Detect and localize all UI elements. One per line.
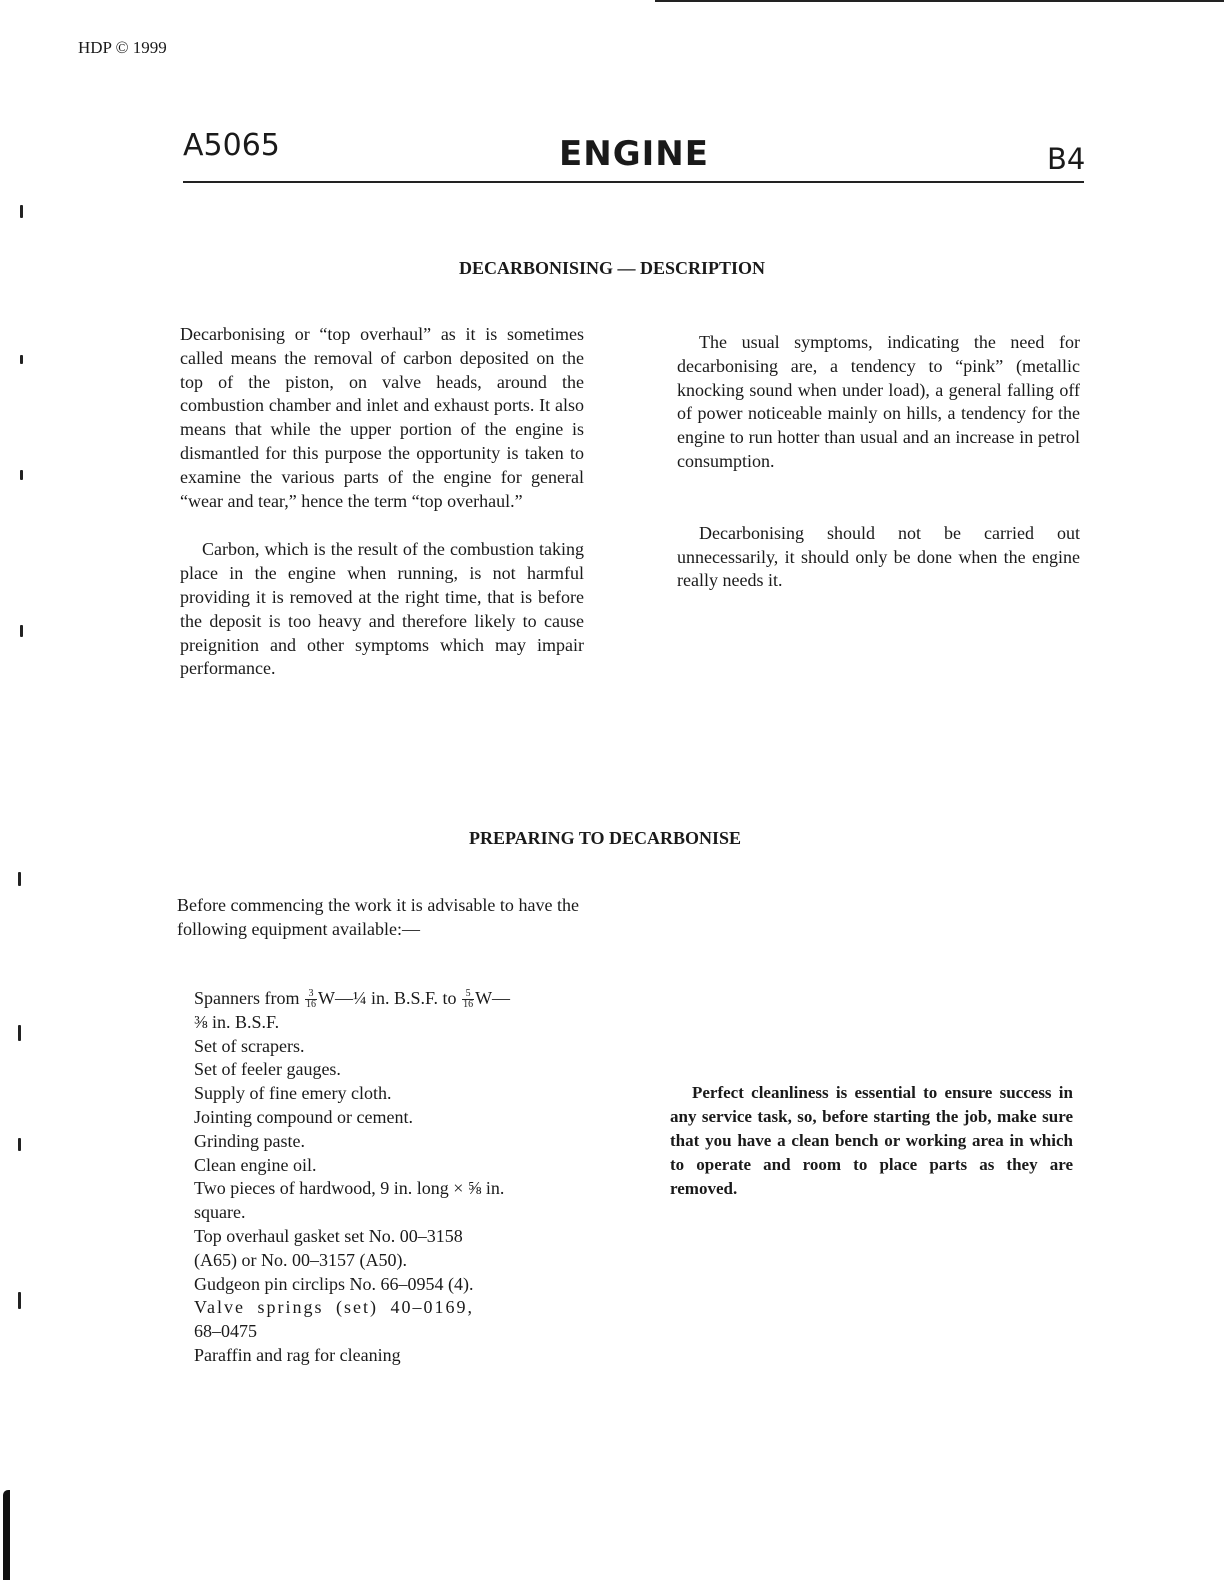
cleanliness-note — [670, 1081, 1073, 1201]
paragraph-intro: Before commencing the work it is advisable to have the following equipment available:— — [177, 895, 579, 939]
binding-mark — [20, 470, 23, 480]
list-item: Two pieces of hardwood, 9 in. long × ⅝ in. — [194, 1178, 505, 1199]
list-item: Top overhaul gasket set No. 00–3158 — [194, 1225, 463, 1246]
copyright-notice: HDP © 1999 — [78, 38, 167, 57]
paragraph-top-overhaul: Decarbonising or “top overhaul” as it is sometimes called means the removal of carbon deposited on the top of the piston, on valve heads, around the combustion chamber and inlet and exhaust ports. It also means that while the upper portion of the engine is dismantled for this purpose the opportunity is taken to examine the various parts of the engine for general “wear and tear,” hence the term “top overhaul.” — [180, 324, 584, 511]
list-item-spanners-cont: ⅜ in. B.S.F. — [194, 1011, 280, 1032]
note-text: Perfect cleanliness is essential to ensure success in any service task, so, before starting the job, make sure that you have a clean bench or working area in which to operate and room to place parts as they are removed. — [670, 1083, 1073, 1198]
list-item-spanners: Spanners from $\frac{3}{16}$ W—¼ in. B.S.F. to $\frac{5}{16}$ W— — [194, 988, 511, 1011]
paragraph-carbon: Carbon, which is the result of the combustion taking place in the engine when running, is not harmful providing it is removed at the right time, that is before the deposit is too heavy and therefore likely to cause preignition and other symptoms which may impair performance. — [180, 539, 584, 679]
description-left-column — [180, 323, 584, 681]
paragraph-symptoms: The usual symptoms, indicating the need for decarbonising are, a tendency to “pink” (metallic knocking sound when under load), a general falling off of power noticeable mainly on hills, a tendency for the engine to run hotter than usual and an increase in petrol consumption. — [677, 332, 1080, 471]
binding-edge-mark — [3, 1490, 10, 1580]
list-item: Supply of fine emery cloth. — [194, 1083, 392, 1104]
page-title: ENGINE — [559, 134, 709, 174]
list-item: square. — [194, 1202, 246, 1223]
list-item: Grinding paste. — [194, 1130, 305, 1151]
header-rule — [183, 181, 1084, 183]
fraction-5-16: $\frac{5}{16}$ — [463, 988, 474, 1011]
fraction-3-16: $\frac{3}{16}$ — [305, 988, 316, 1011]
list-item: Gudgeon pin circlips No. 66–0954 (4). — [194, 1273, 474, 1294]
binding-mark — [20, 355, 23, 364]
list-item: 68–0475 — [194, 1321, 257, 1342]
section-title-preparing: PREPARING TO DECARBONISE — [469, 828, 742, 848]
list-item: Clean engine oil. — [194, 1154, 317, 1175]
model-code: A5065 — [183, 128, 280, 163]
list-item: Valve springs (set) 40–0169, — [194, 1297, 474, 1318]
list-item: (A65) or No. 00–3157 (A50). — [194, 1249, 407, 1270]
list-item: Set of scrapers. — [194, 1035, 305, 1056]
binding-mark — [18, 1292, 21, 1309]
top-edge-rule — [655, 0, 1224, 2]
equipment-list — [194, 987, 594, 1368]
equipment-intro — [177, 894, 579, 942]
list-item: Jointing compound or cement. — [194, 1106, 413, 1127]
description-right-column — [677, 331, 1080, 593]
binding-mark — [18, 1138, 21, 1151]
binding-mark — [18, 872, 21, 886]
section-code: B4 — [1047, 142, 1086, 176]
list-item: Set of feeler gauges. — [194, 1059, 341, 1080]
paragraph-necessity: Decarbonising should not be carried out unnecessarily, it should only be done when the engine really needs it. — [677, 522, 1080, 591]
binding-mark — [18, 1025, 21, 1041]
binding-mark — [20, 625, 23, 637]
binding-mark — [20, 205, 23, 218]
section-title-description: DECARBONISING — DESCRIPTION — [459, 258, 766, 278]
list-item: Paraffin and rag for cleaning — [194, 1344, 401, 1365]
